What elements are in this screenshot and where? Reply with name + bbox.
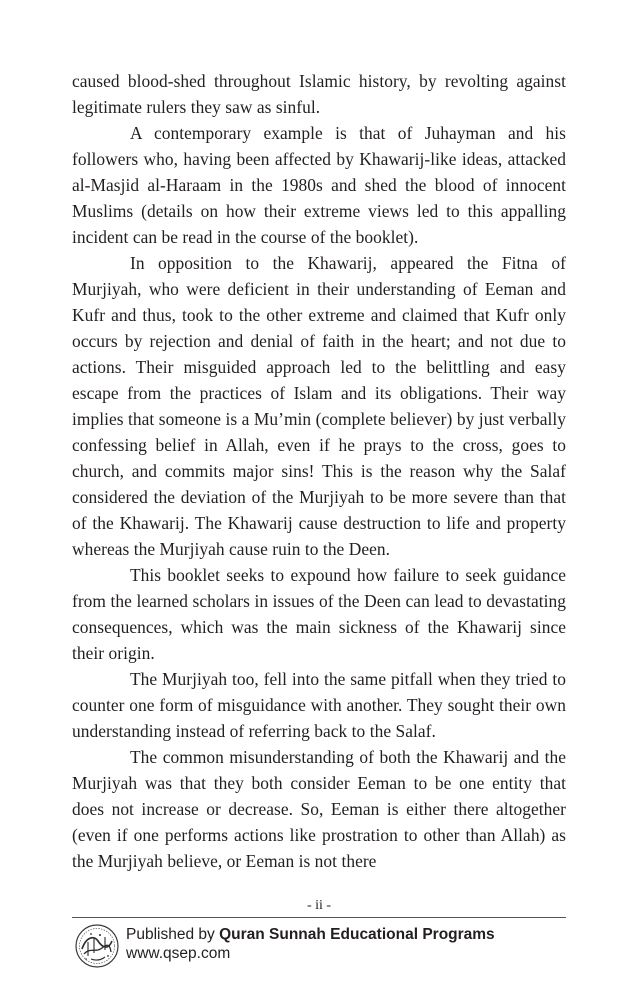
paragraph-5: The Murjiyah too, fell into the same pitfall when they tried to counter one form of misguidance with another. They sought their own understanding instead of referring back to the Salaf. [72,669,566,741]
paragraph-3: In opposition to the Khawarij, appeared the Fitna of Murjiyah, who were deficient in their understanding of Eeman and Kufr and thus, took to the other extreme and claimed that Kufr only occurs by rejection and denial of faith in the heart; and not due to actions. Their misguided approach led to the belittling and easy escape from the practices of Islam and its obligations. Their way implies that someone is a Mu’min (complete believer) by just verbally confessing belief in Allah, even if he prays to the cross, goes to church, and commits major sins! This is the reason why the Salaf considered the deviation of the Murjiyah to be more severe than that of the Khawarij. The Khawarij cause destruction to life and property whereas the Murjiyah cause ruin to the Deen. [72,253,566,559]
page-number: - ii - [306,898,332,913]
body-text [72,68,566,874]
publisher-line [126,926,495,944]
paragraph-1: caused blood-shed throughout Islamic history, by revolting against legitimate rulers they saw as sinful. [72,71,566,117]
paragraph-2: A contemporary example is that of Juhayman and his followers who, having been affected by Khawarij-like ideas, attacked al-Masjid al-Haraam in the 1980s and shed the blood of innocent Muslims (details on how their extreme views led to this appalling incident can be read in the course of the booklet). [72,123,566,247]
footer-divider [72,917,566,918]
published-by-label: Published by [126,926,215,943]
paragraph-4: This booklet seeks to expound how failure to seek guidance from the learned scholars in issues of the Deen can lead to devastating consequences, which was the main sickness of the Khawarij since their origin. [72,565,566,663]
website-link[interactable]: www.qsep.com [126,945,231,962]
publisher-footer [72,921,566,973]
calligraphy-seal-icon [74,923,120,969]
publisher-name: Quran Sunnah Educational Programs [219,926,495,943]
paragraph-6: The common misunderstanding of both the Khawarij and the Murjiyah was that they both consider Eeman to be one entity that does not increase or decrease. So, Eeman is either there altogether (even if one performs actions like prostration to other than Allah) as the Murjiyah believe, or Eeman is not there [72,747,566,871]
